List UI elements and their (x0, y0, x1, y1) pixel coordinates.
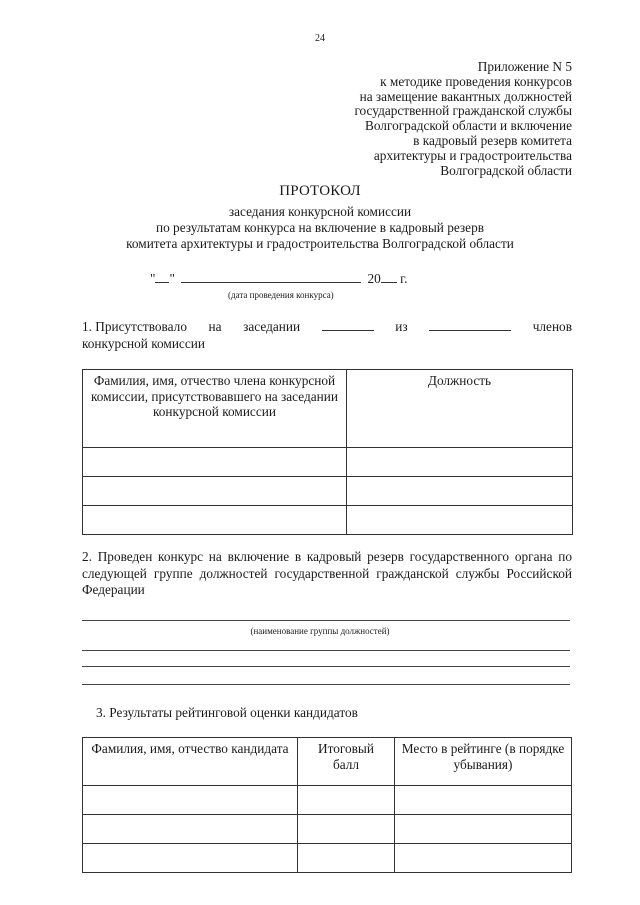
table-cell[interactable] (347, 506, 573, 535)
section-1 (82, 318, 572, 352)
table-cell[interactable] (298, 786, 395, 815)
page-number: 24 (315, 33, 325, 44)
document-title: ПРОТОКОЛ (279, 183, 361, 199)
section-3-text: 3. Результаты рейтинговой оценки кандидатов (96, 705, 358, 720)
table-cell[interactable] (83, 844, 298, 873)
column-header: Фамилия, имя, отчество члена конкурсной комиссии, присутствовавшего на заседании конкурсной комиссии (83, 370, 347, 448)
table-row (83, 477, 573, 506)
column-header: Должность (347, 370, 573, 448)
table-cell[interactable] (395, 786, 572, 815)
day-blank[interactable] (155, 270, 169, 283)
blank-line[interactable] (82, 650, 570, 651)
table-cell[interactable] (83, 506, 347, 535)
subtitle-line: по результатам конкурса на включение в кадровый резерв (155, 220, 485, 235)
section-1-word: из (395, 319, 408, 334)
appendix-line: к методике проведения конкурсов (380, 73, 572, 89)
appendix-line: на замещение вакантных должностей (359, 88, 572, 104)
table-row (83, 786, 572, 815)
table-cell[interactable] (83, 815, 298, 844)
subtitle-line: комитета архитектуры и градостроительства Волгоградской области (126, 236, 514, 251)
present-count-blank[interactable] (322, 318, 374, 331)
appendix-line: Волгоградской области (440, 162, 572, 178)
year-prefix: 20 (367, 271, 381, 286)
blank-line[interactable] (82, 684, 570, 685)
date-field (150, 270, 407, 287)
appendix-line: архитектуры и градостроительства (373, 147, 572, 163)
table-header-row (83, 370, 573, 448)
month-blank[interactable] (181, 270, 361, 283)
table-cell[interactable] (298, 815, 395, 844)
appendix-line: в кадровый резерв комитета (413, 132, 572, 148)
appendix-line: государственной гражданской службы (354, 103, 572, 119)
section-1-word: 1. Присутствовало (82, 319, 187, 334)
date-caption: (дата проведения конкурса) (228, 290, 334, 300)
table-cell[interactable] (347, 477, 573, 506)
column-header: Фамилия, имя, отчество кандидата (83, 738, 298, 786)
table-cell[interactable] (83, 477, 347, 506)
table-cell[interactable] (298, 844, 395, 873)
section-1-word: членов (532, 319, 572, 334)
year-suffix: г. (400, 271, 408, 286)
table-cell[interactable] (83, 786, 298, 815)
table-cell[interactable] (395, 844, 572, 873)
appendix-line: Приложение N 5 (477, 59, 572, 74)
table-header-row (83, 738, 572, 786)
table-row (83, 815, 572, 844)
column-header: Итоговый балл (298, 738, 395, 786)
section-1-line2: конкурсной комиссии (82, 335, 205, 351)
year-blank[interactable] (381, 270, 397, 283)
section-1-word: заседании (243, 319, 301, 334)
column-header: Место в рейтинге (в порядке убывания) (395, 738, 572, 786)
close-quote: " (169, 271, 175, 286)
candidates-table (82, 737, 572, 873)
section-1-word: на (208, 319, 222, 334)
table-row (83, 844, 572, 873)
members-table (82, 369, 573, 535)
blank-line[interactable] (82, 666, 570, 667)
table-cell[interactable] (347, 448, 573, 477)
open-quote: " (150, 271, 156, 286)
subtitle-line: заседания конкурсной комиссии (228, 204, 412, 219)
position-group-line[interactable] (82, 620, 570, 621)
position-group-caption: (наименование группы должностей) (250, 626, 390, 636)
table-row (83, 506, 573, 535)
table-row (83, 448, 573, 477)
table-cell[interactable] (395, 815, 572, 844)
total-count-blank[interactable] (429, 318, 511, 331)
table-cell[interactable] (83, 448, 347, 477)
document-subtitle (0, 204, 640, 252)
appendix-header (252, 60, 572, 178)
section-2-text: 2. Проведен конкурс на включение в кадровый резерв государственного органа по следующей группе должностей государственной гражданской службы Российской Федерации (82, 549, 572, 597)
appendix-line: Волгоградской области и включение (364, 118, 572, 134)
